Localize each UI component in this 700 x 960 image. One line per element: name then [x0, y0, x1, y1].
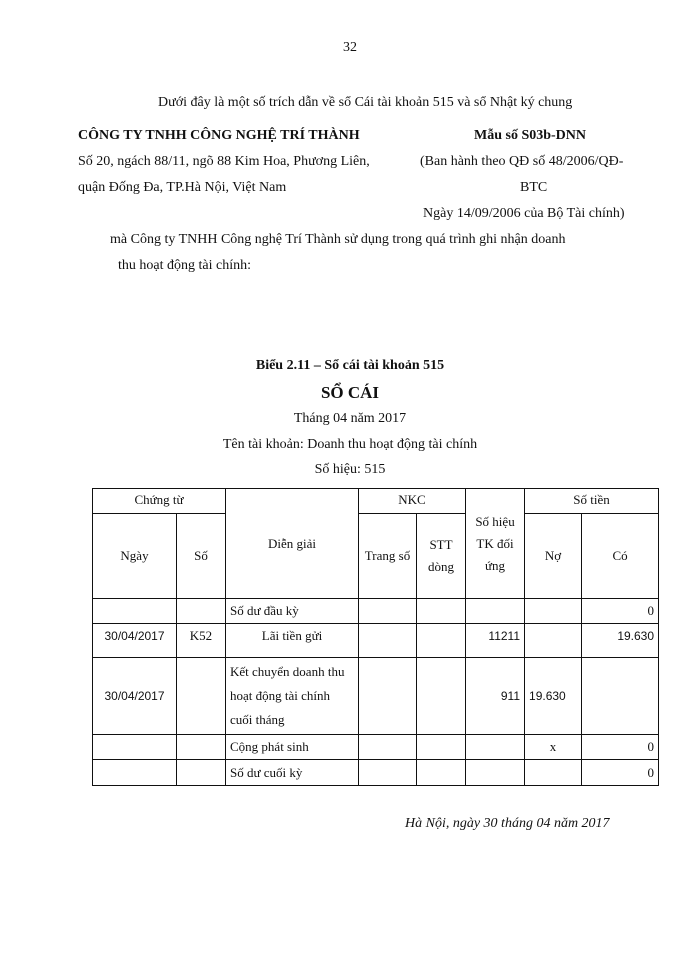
table-row [93, 624, 659, 658]
header-journal: NKC [359, 489, 466, 514]
row-credit: 0 [582, 599, 659, 624]
row-credit [582, 658, 659, 735]
row-description: Số dư cuối kỳ [226, 760, 359, 786]
row-line [417, 735, 466, 760]
row-page [359, 624, 417, 658]
row-contra: 911 [466, 658, 525, 735]
footer-date: Hà Nội, ngày 30 tháng 04 năm 2017 [405, 816, 610, 831]
account-name: Tên tài khoản: Doanh thu hoạt động tài chính [222, 437, 478, 452]
table-row [93, 658, 659, 735]
intro-text: Dưới đây là một số trích dẫn về sổ Cái tài khoản 515 và sổ Nhật ký chung [158, 95, 573, 110]
row-debit: x [525, 735, 582, 760]
row-line [417, 624, 466, 658]
company-name: CÔNG TY TNHH CÔNG NGHỆ TRÍ THÀNH [78, 128, 360, 143]
row-page [359, 735, 417, 760]
row-number [177, 599, 226, 624]
row-date: 30/04/2017 [93, 658, 177, 735]
row-contra [466, 735, 525, 760]
header-page: Trang số [359, 514, 417, 599]
row-line [417, 599, 466, 624]
header-date: Ngày [93, 514, 177, 599]
row-number [177, 658, 226, 735]
header-credit: Có [582, 514, 659, 599]
form-issued-line2: BTC [520, 180, 548, 195]
header-amount: Số tiền [525, 489, 659, 514]
ledger-table [92, 488, 659, 786]
row-credit: 19.630 [582, 624, 659, 658]
header-debit: Nợ [525, 514, 582, 599]
row-credit: 0 [582, 735, 659, 760]
account-number: Số hiệu: 515 [314, 462, 386, 477]
form-issued-line1: (Ban hành theo QĐ số 48/2006/QĐ- [420, 154, 624, 169]
header-description: Diễn giải [226, 489, 359, 599]
row-debit [525, 760, 582, 786]
row-number [177, 735, 226, 760]
row-description: Cộng phát sinh [226, 735, 359, 760]
table-row [93, 760, 659, 786]
row-contra [466, 599, 525, 624]
header-contra-account: Số hiệu TK đối ứng [466, 489, 525, 599]
page-number: 32 [343, 40, 357, 55]
row-date: 30/04/2017 [93, 624, 177, 658]
row-page [359, 599, 417, 624]
header-line: STT dòng [417, 514, 466, 599]
row-date [93, 760, 177, 786]
company-address-line1: Số 20, ngách 88/11, ngõ 88 Kim Hoa, Phương Liên, [78, 154, 370, 169]
row-line [417, 658, 466, 735]
form-issued-line3: Ngày 14/09/2006 của Bộ Tài chính) [423, 206, 625, 221]
row-debit [525, 624, 582, 658]
header-number: Số [177, 514, 226, 599]
row-page [359, 760, 417, 786]
row-debit [525, 599, 582, 624]
row-number: K52 [177, 624, 226, 658]
header-voucher: Chứng từ [93, 489, 226, 514]
table-row [93, 599, 659, 624]
row-date [93, 599, 177, 624]
row-contra: 11211 [466, 624, 525, 658]
row-credit: 0 [582, 760, 659, 786]
row-number [177, 760, 226, 786]
row-description: Số dư đầu kỳ [226, 599, 359, 624]
company-address-line2: quận Đống Đa, TP.Hà Nội, Việt Nam [78, 180, 287, 195]
ledger-title: SỔ CÁI [320, 383, 380, 402]
body-text-line2: thu hoạt động tài chính: [118, 258, 251, 273]
row-debit: 19.630 [525, 658, 582, 735]
form-number: Mẫu số S03b-DNN [474, 128, 587, 143]
row-date [93, 735, 177, 760]
row-contra [466, 760, 525, 786]
row-line [417, 760, 466, 786]
ledger-month: Tháng 04 năm 2017 [293, 411, 407, 426]
row-description: Lãi tiền gửi [226, 624, 359, 658]
table-caption: Biểu 2.11 – Sổ cái tài khoản 515 [255, 358, 445, 373]
body-text-line1: mà Công ty TNHH Công nghệ Trí Thành sử dụng trong quá trình ghi nhận doanh [110, 232, 566, 247]
row-description: Kết chuyển doanh thu hoạt động tài chính cuối tháng [226, 658, 359, 735]
table-row [93, 735, 659, 760]
row-page [359, 658, 417, 735]
